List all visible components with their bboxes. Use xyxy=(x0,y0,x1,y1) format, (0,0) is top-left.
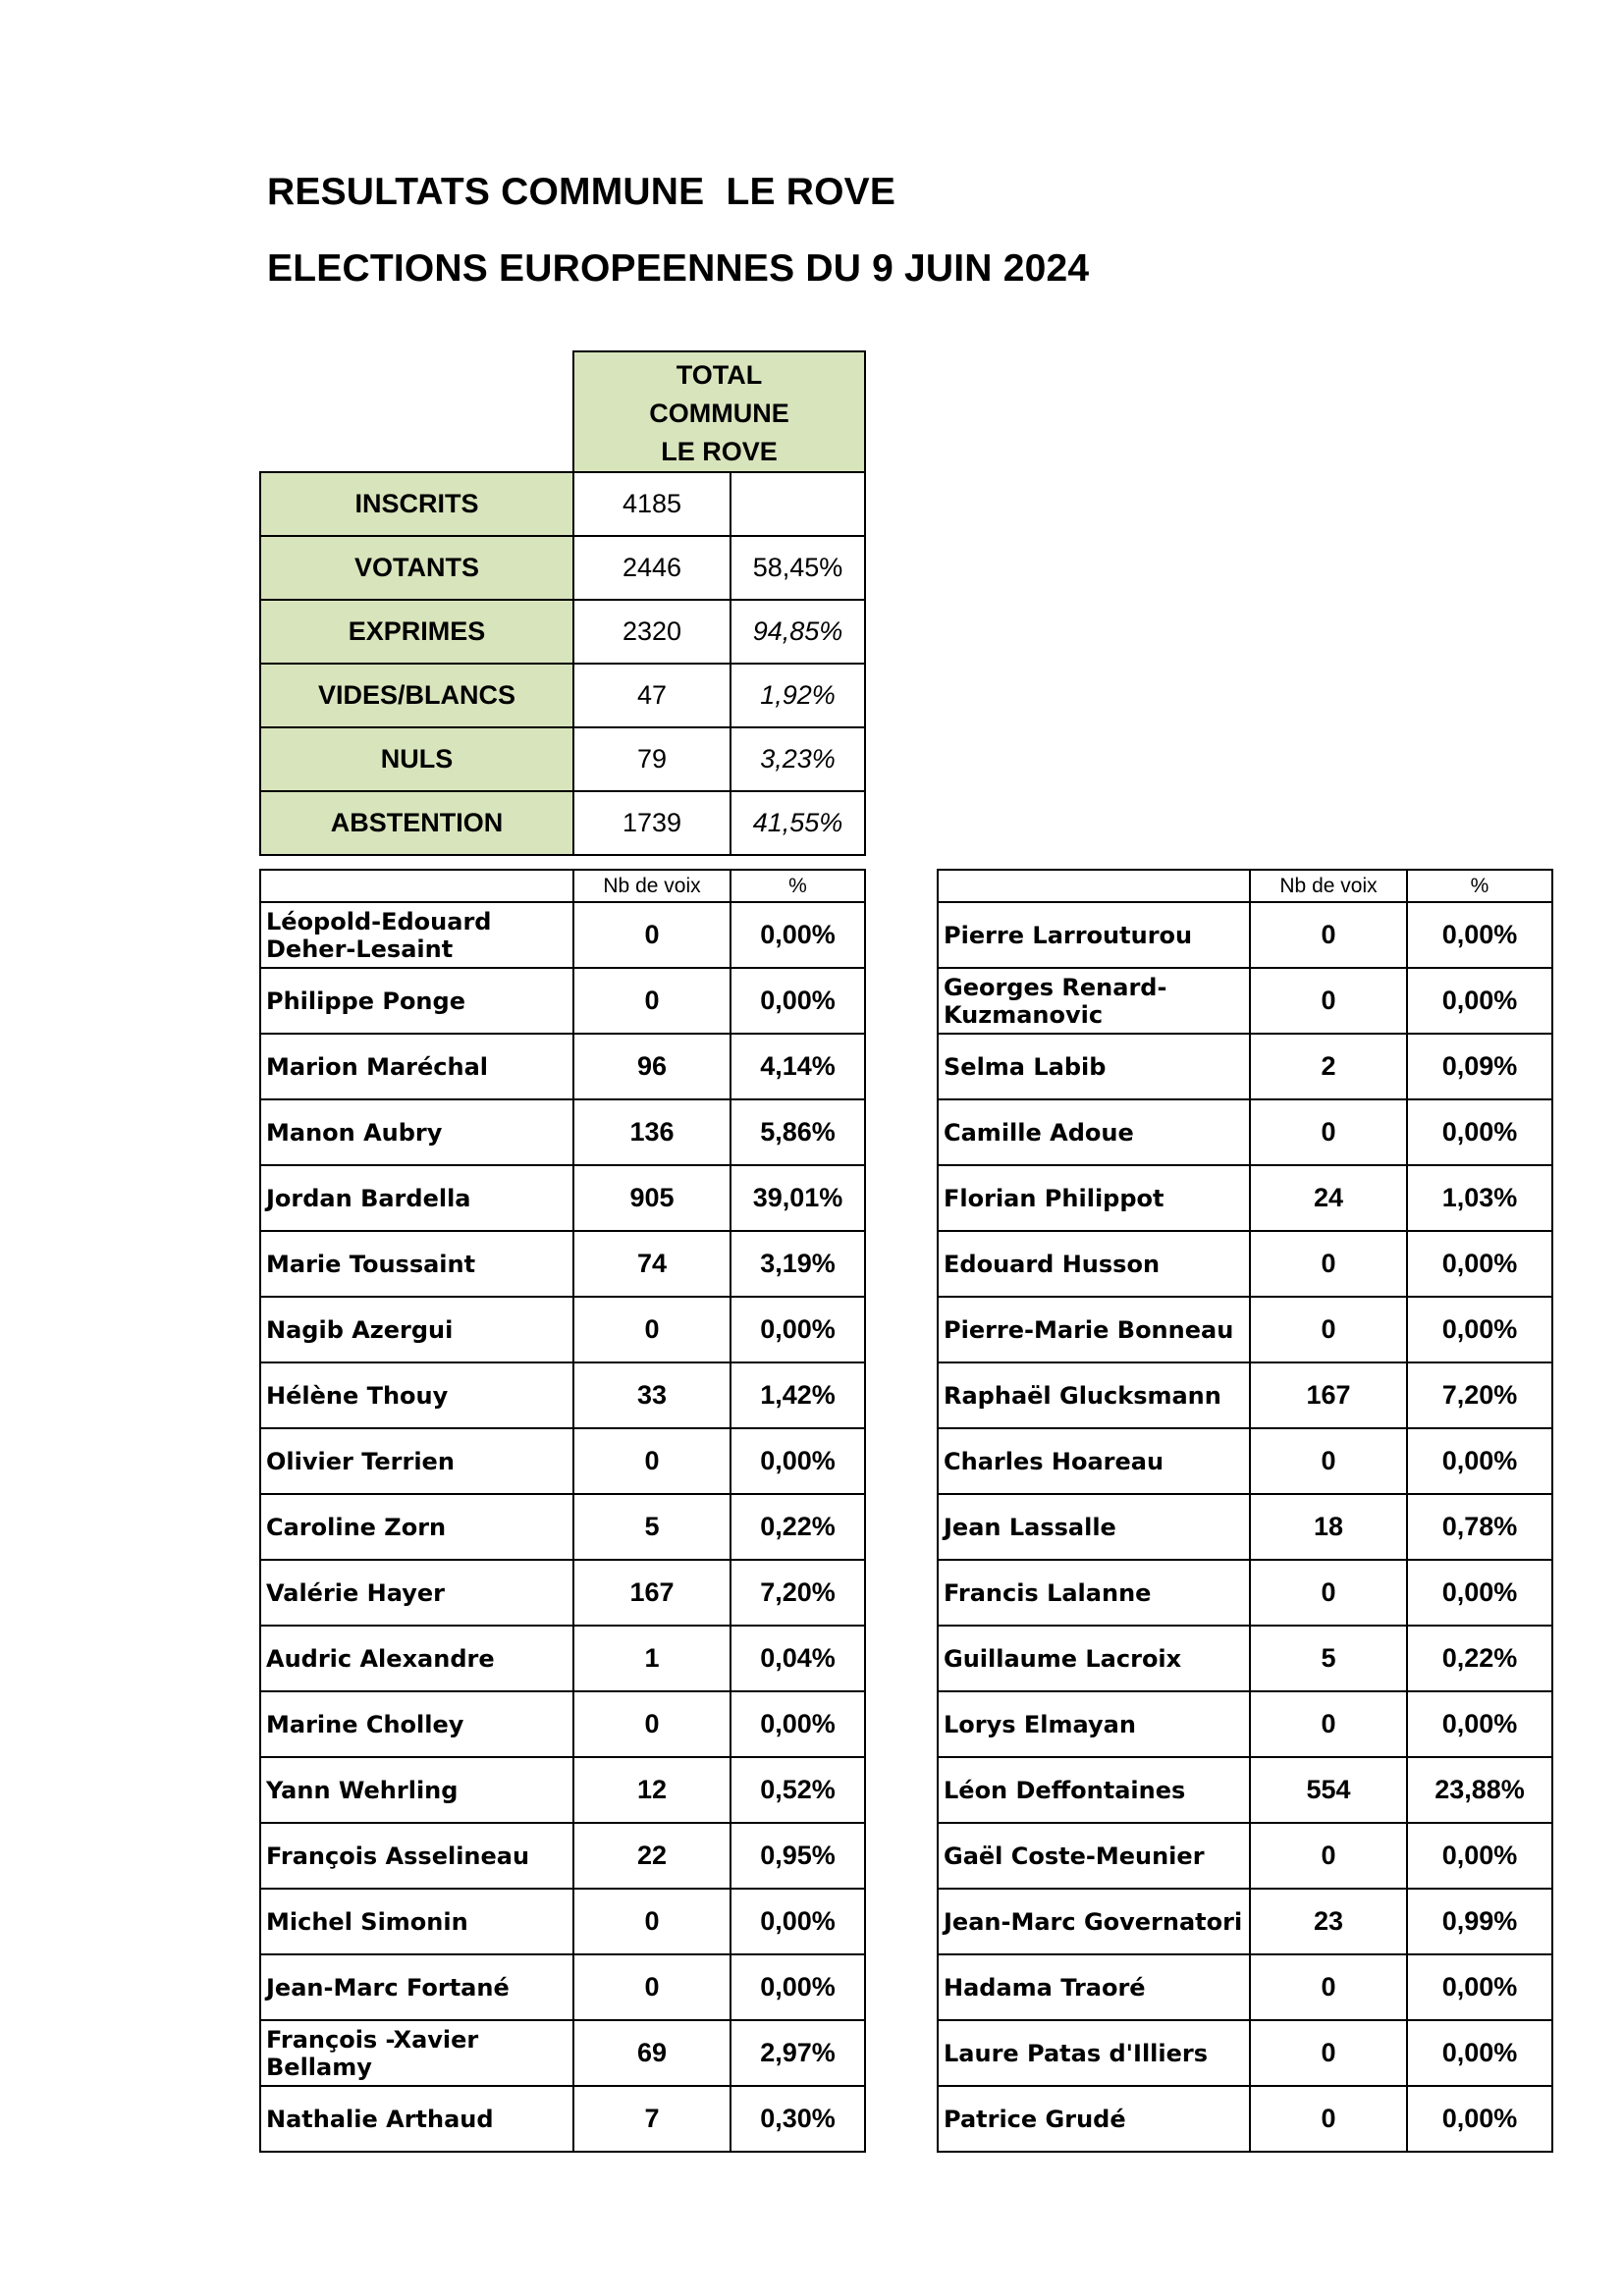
candidate-votes: 0 xyxy=(573,1954,731,2020)
candidate-row xyxy=(260,1231,865,1297)
candidate-name: Laure Patas d'Illiers xyxy=(938,2020,1250,2086)
candidate-row xyxy=(260,1428,865,1494)
candidate-votes: 5 xyxy=(1250,1626,1407,1691)
summary-row-votants xyxy=(260,536,865,600)
candidate-name: Nagib Azergui xyxy=(260,1297,573,1362)
candidate-votes: 2 xyxy=(1250,1034,1407,1099)
candidate-row xyxy=(260,2020,865,2086)
candidate-pct: 0,22% xyxy=(1407,1626,1552,1691)
candidate-votes: 0 xyxy=(573,902,731,968)
candidate-votes: 69 xyxy=(573,2020,731,2086)
candidate-row xyxy=(938,1297,1552,1362)
candidate-name: François Asselineau xyxy=(260,1823,573,1889)
candidate-name: Audric Alexandre xyxy=(260,1626,573,1691)
candidate-votes: 167 xyxy=(573,1560,731,1626)
candidate-row xyxy=(260,1889,865,1954)
summary-value: 47 xyxy=(573,664,731,727)
candidate-name: Marion Maréchal xyxy=(260,1034,573,1099)
candidate-row xyxy=(938,1560,1552,1626)
summary-label: VIDES/BLANCS xyxy=(260,664,573,727)
candidate-votes: 0 xyxy=(1250,1428,1407,1494)
candidate-name: Léon Deffontaines xyxy=(938,1757,1250,1823)
candidate-name: Pierre Larrouturou xyxy=(938,902,1250,968)
summary-row-nuls xyxy=(260,727,865,791)
candidate-pct: 0,00% xyxy=(1407,1099,1552,1165)
candidate-votes: 0 xyxy=(573,1691,731,1757)
candidate-pct: 0,00% xyxy=(1407,1560,1552,1626)
candidate-row xyxy=(260,1362,865,1428)
candidate-name: Guillaume Lacroix xyxy=(938,1626,1250,1691)
candidate-pct: 0,00% xyxy=(1407,1823,1552,1889)
candidate-row xyxy=(260,2086,865,2152)
summary-header-blank xyxy=(260,351,573,472)
candidate-pct: 7,20% xyxy=(1407,1362,1552,1428)
candidate-row xyxy=(938,1099,1552,1165)
candidate-row xyxy=(260,1626,865,1691)
summary-row-exprimes xyxy=(260,600,865,664)
summary-row-inscrits xyxy=(260,472,865,536)
candidate-pct: 39,01% xyxy=(731,1165,865,1231)
candidate-pct: 0,00% xyxy=(1407,902,1552,968)
candidate-name: Marine Cholley xyxy=(260,1691,573,1757)
candidate-votes: 33 xyxy=(573,1362,731,1428)
candidate-row xyxy=(260,1034,865,1099)
candidate-row xyxy=(938,1034,1552,1099)
candidate-name: Pierre-Marie Bonneau xyxy=(938,1297,1250,1362)
candidate-votes: 136 xyxy=(573,1099,731,1165)
candidates-header-row xyxy=(260,870,865,902)
candidate-votes: 0 xyxy=(573,1428,731,1494)
votes-column-header: Nb de voix xyxy=(1250,870,1407,902)
candidate-pct: 4,14% xyxy=(731,1034,865,1099)
candidates-header-row xyxy=(938,870,1552,902)
candidate-row xyxy=(938,1757,1552,1823)
candidates-table-left xyxy=(259,869,866,2153)
candidate-row xyxy=(938,1494,1552,1560)
candidate-pct: 0,09% xyxy=(1407,1034,1552,1099)
candidate-pct: 0,99% xyxy=(1407,1889,1552,1954)
candidate-row xyxy=(938,1231,1552,1297)
pct-column-header: % xyxy=(1407,870,1552,902)
candidates-header-blank xyxy=(260,870,573,902)
summary-pct: 3,23% xyxy=(731,727,865,791)
candidate-votes: 0 xyxy=(573,968,731,1034)
candidate-pct: 0,52% xyxy=(731,1757,865,1823)
candidate-pct: 0,00% xyxy=(1407,1231,1552,1297)
candidate-row xyxy=(260,1560,865,1626)
candidates-header-blank xyxy=(938,870,1250,902)
candidate-pct: 0,00% xyxy=(1407,1428,1552,1494)
title-elections: ELECTIONS EUROPEENNES DU 9 JUIN 2024 xyxy=(267,247,1090,290)
candidate-votes: 18 xyxy=(1250,1494,1407,1560)
summary-header xyxy=(573,351,865,472)
candidate-pct: 0,00% xyxy=(1407,1691,1552,1757)
candidate-pct: 2,97% xyxy=(731,2020,865,2086)
candidate-row xyxy=(260,1757,865,1823)
candidate-votes: 0 xyxy=(1250,1823,1407,1889)
candidate-row xyxy=(938,1626,1552,1691)
candidates-table-right xyxy=(937,869,1553,2153)
candidate-row xyxy=(938,2020,1552,2086)
summary-value: 2446 xyxy=(573,536,731,600)
candidate-row xyxy=(260,1165,865,1231)
candidate-row xyxy=(938,1691,1552,1757)
summary-table xyxy=(259,350,866,856)
candidate-votes: 0 xyxy=(1250,902,1407,968)
candidate-pct: 0,04% xyxy=(731,1626,865,1691)
candidate-votes: 905 xyxy=(573,1165,731,1231)
candidate-row xyxy=(260,1099,865,1165)
summary-header-line: COMMUNE xyxy=(649,399,789,428)
candidate-name: Caroline Zorn xyxy=(260,1494,573,1560)
candidate-name: Jordan Bardella xyxy=(260,1165,573,1231)
candidate-name: Patrice Grudé xyxy=(938,2086,1250,2152)
candidate-pct: 0,00% xyxy=(1407,2086,1552,2152)
candidate-votes: 0 xyxy=(1250,1099,1407,1165)
candidate-row xyxy=(938,902,1552,968)
candidate-row xyxy=(260,968,865,1034)
candidate-row xyxy=(260,1494,865,1560)
candidate-row xyxy=(260,1823,865,1889)
candidate-name: Edouard Husson xyxy=(938,1231,1250,1297)
candidate-name: Léopold-Edouard Deher-Lesaint xyxy=(260,902,573,968)
candidate-name: Lorys Elmayan xyxy=(938,1691,1250,1757)
candidate-votes: 22 xyxy=(573,1823,731,1889)
candidate-pct: 7,20% xyxy=(731,1560,865,1626)
summary-label: ABSTENTION xyxy=(260,791,573,855)
candidate-name: Yann Wehrling xyxy=(260,1757,573,1823)
candidate-row xyxy=(938,1954,1552,2020)
summary-label: NULS xyxy=(260,727,573,791)
candidate-votes: 23 xyxy=(1250,1889,1407,1954)
candidate-row xyxy=(938,2086,1552,2152)
candidate-row xyxy=(938,1165,1552,1231)
candidate-name: Selma Labib xyxy=(938,1034,1250,1099)
candidate-pct: 0,00% xyxy=(1407,1954,1552,2020)
candidate-name: Jean-Marc Fortané xyxy=(260,1954,573,2020)
candidate-pct: 0,00% xyxy=(731,902,865,968)
votes-column-header: Nb de voix xyxy=(573,870,731,902)
candidate-pct: 0,00% xyxy=(731,1954,865,2020)
candidate-pct: 0,95% xyxy=(731,1823,865,1889)
candidate-votes: 7 xyxy=(573,2086,731,2152)
candidate-name: Nathalie Arthaud xyxy=(260,2086,573,2152)
candidate-votes: 0 xyxy=(1250,1560,1407,1626)
summary-value: 2320 xyxy=(573,600,731,664)
candidate-votes: 0 xyxy=(1250,1297,1407,1362)
candidate-name: Hadama Traoré xyxy=(938,1954,1250,2020)
candidate-name: Florian Philippot xyxy=(938,1165,1250,1231)
candidate-votes: 0 xyxy=(1250,1691,1407,1757)
summary-label: INSCRITS xyxy=(260,472,573,536)
summary-pct xyxy=(731,472,865,536)
candidate-name: Charles Hoareau xyxy=(938,1428,1250,1494)
candidate-pct: 0,00% xyxy=(731,1297,865,1362)
summary-pct: 41,55% xyxy=(731,791,865,855)
candidate-votes: 12 xyxy=(573,1757,731,1823)
candidate-row xyxy=(938,1823,1552,1889)
candidate-row xyxy=(938,1428,1552,1494)
candidate-name: Hélène Thouy xyxy=(260,1362,573,1428)
summary-pct: 58,45% xyxy=(731,536,865,600)
candidate-pct: 0,00% xyxy=(731,1889,865,1954)
pct-column-header: % xyxy=(731,870,865,902)
candidate-votes: 1 xyxy=(573,1626,731,1691)
candidate-name: Olivier Terrien xyxy=(260,1428,573,1494)
summary-header-row xyxy=(260,351,865,472)
candidate-row xyxy=(260,902,865,968)
candidate-name: Philippe Ponge xyxy=(260,968,573,1034)
candidate-row xyxy=(260,1954,865,2020)
candidate-name: Raphaël Glucksmann xyxy=(938,1362,1250,1428)
candidate-pct: 0,00% xyxy=(731,1428,865,1494)
candidate-name: Francis Lalanne xyxy=(938,1560,1250,1626)
summary-value: 1739 xyxy=(573,791,731,855)
candidate-row xyxy=(938,1889,1552,1954)
candidate-votes: 0 xyxy=(573,1297,731,1362)
candidate-votes: 0 xyxy=(1250,968,1407,1034)
summary-header-line: TOTAL xyxy=(676,360,763,390)
candidate-pct: 0,00% xyxy=(1407,2020,1552,2086)
candidate-name: Georges Renard-Kuzmanovic xyxy=(938,968,1250,1034)
summary-header-line: LE ROVE xyxy=(661,437,778,466)
summary-row-vides-blancs xyxy=(260,664,865,727)
summary-value: 4185 xyxy=(573,472,731,536)
summary-value: 79 xyxy=(573,727,731,791)
candidate-name: Jean-Marc Governatori xyxy=(938,1889,1250,1954)
candidate-pct: 5,86% xyxy=(731,1099,865,1165)
candidate-pct: 0,00% xyxy=(1407,968,1552,1034)
candidate-votes: 0 xyxy=(1250,1231,1407,1297)
summary-row-abstention xyxy=(260,791,865,855)
candidate-pct: 23,88% xyxy=(1407,1757,1552,1823)
candidate-votes: 96 xyxy=(573,1034,731,1099)
candidate-name: Michel Simonin xyxy=(260,1889,573,1954)
candidate-votes: 0 xyxy=(1250,2020,1407,2086)
candidate-name: Valérie Hayer xyxy=(260,1560,573,1626)
candidate-votes: 0 xyxy=(1250,2086,1407,2152)
candidate-pct: 0,00% xyxy=(731,1691,865,1757)
candidate-pct: 0,00% xyxy=(731,968,865,1034)
candidate-name: Jean Lassalle xyxy=(938,1494,1250,1560)
title-results-commune: RESULTATS COMMUNE LE ROVE xyxy=(267,171,896,213)
candidate-votes: 0 xyxy=(573,1889,731,1954)
candidate-row xyxy=(260,1691,865,1757)
candidate-name: Manon Aubry xyxy=(260,1099,573,1165)
summary-pct: 1,92% xyxy=(731,664,865,727)
candidate-pct: 1,03% xyxy=(1407,1165,1552,1231)
candidate-votes: 0 xyxy=(1250,1954,1407,2020)
candidate-row xyxy=(938,968,1552,1034)
candidate-pct: 0,22% xyxy=(731,1494,865,1560)
candidate-votes: 24 xyxy=(1250,1165,1407,1231)
candidate-pct: 0,00% xyxy=(1407,1297,1552,1362)
candidate-name: Gaël Coste-Meunier xyxy=(938,1823,1250,1889)
candidate-votes: 167 xyxy=(1250,1362,1407,1428)
candidate-votes: 5 xyxy=(573,1494,731,1560)
candidate-pct: 0,30% xyxy=(731,2086,865,2152)
candidate-pct: 0,78% xyxy=(1407,1494,1552,1560)
candidate-pct: 3,19% xyxy=(731,1231,865,1297)
candidate-row xyxy=(260,1297,865,1362)
summary-pct: 94,85% xyxy=(731,600,865,664)
candidate-name: Camille Adoue xyxy=(938,1099,1250,1165)
summary-label: EXPRIMES xyxy=(260,600,573,664)
candidate-votes: 554 xyxy=(1250,1757,1407,1823)
summary-label: VOTANTS xyxy=(260,536,573,600)
candidate-pct: 1,42% xyxy=(731,1362,865,1428)
candidate-name: François -Xavier Bellamy xyxy=(260,2020,573,2086)
candidate-row xyxy=(938,1362,1552,1428)
candidate-name: Marie Toussaint xyxy=(260,1231,573,1297)
candidate-votes: 74 xyxy=(573,1231,731,1297)
